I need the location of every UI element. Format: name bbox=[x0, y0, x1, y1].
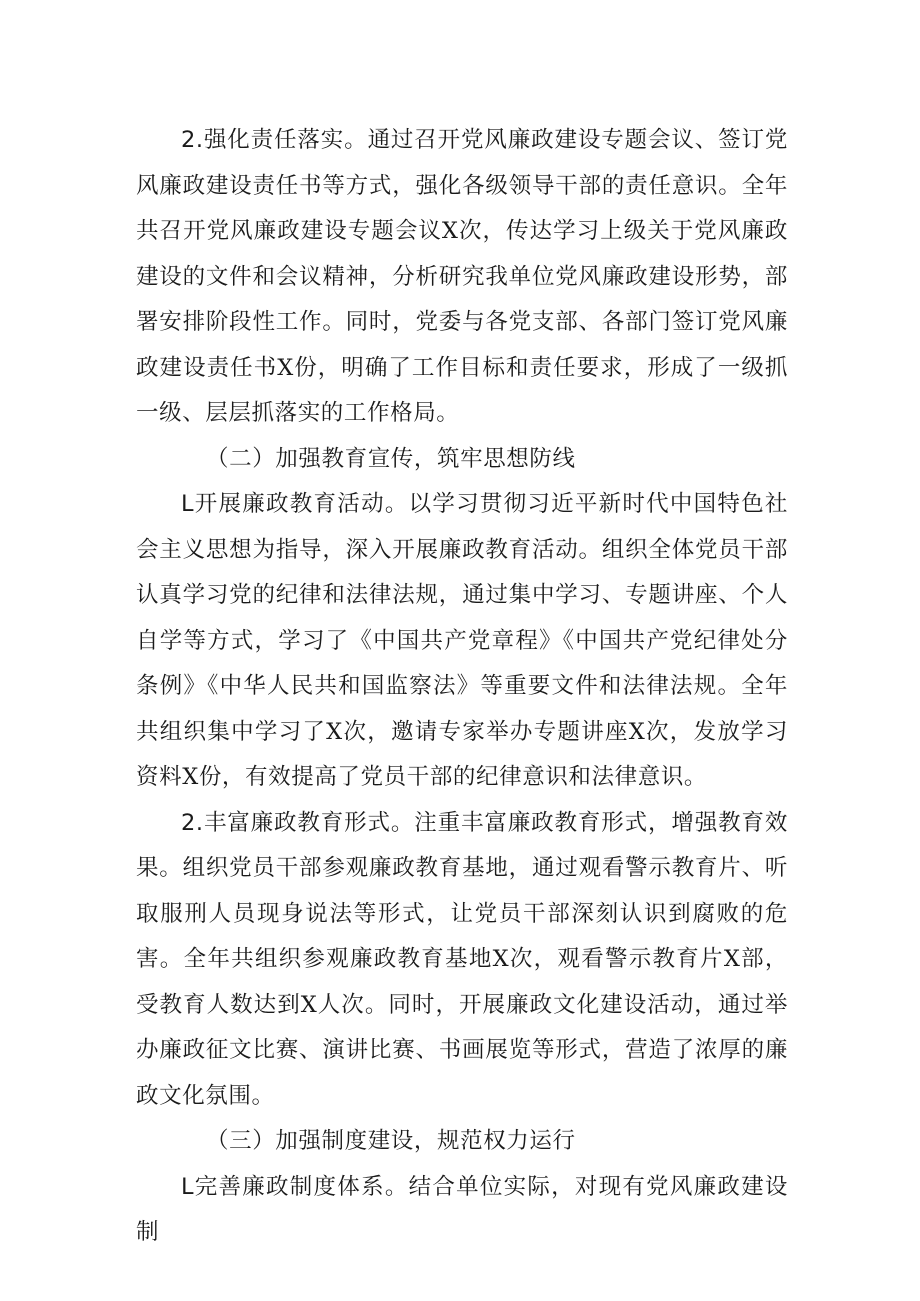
paragraph-lead: 2.丰富廉政教育形式。 bbox=[181, 809, 415, 836]
paragraph-text: 注重丰富廉政教育形式，增强教育效果。组织党员干部参观廉政教育基地，通过观看警示教育片、听取服刑人员现身说法等形式，让党员干部深刻认识到腐败的危害。全年共组织参观廉政教育基地X次，观看警示教育片X部，受教育人数达到X人次。同时，开展廉政文化建设活动，通过举办廉政征文比赛、演讲比赛、书画展览等形式，营造了浓厚的廉政文化氛围。 bbox=[136, 809, 788, 1109]
paragraph-lead: 2.强化责任落实。 bbox=[181, 127, 368, 153]
paragraph-responsibility bbox=[136, 118, 788, 437]
section-heading-education: （二）加强教育宣传，筑牢思想防线 bbox=[206, 445, 576, 472]
paragraph-lead: L完善廉政制度体系。 bbox=[181, 1173, 409, 1200]
paragraph-text: 以学习贯彻习近平新时代中国特色社会主义思想为指导，深入开展廉政教育活动。组织全体党员干部认真学习党的纪律和法律法规，通过集中学习、专题讲座、个人自学等方式，学习了《中国共产党章程》《中国共产党纪律处分条例》《中华人民共和国监察法》等重要文件和法律法规。全年共组织集中学习了X次，邀请专家举办专题讲座X次，发放学习资料X份，有效提高了党员干部的纪律意识和法律意识。 bbox=[136, 491, 788, 790]
paragraph-institution-system bbox=[136, 1165, 788, 1256]
paragraph-text: 通过召开党风廉政建设专题会议、签订党风廉政建设责任书等方式，强化各级领导干部的责任意识。全年共召开党风廉政建设专题会议X次，传达学习上级关于党风廉政建设的文件和会议精神，分析研究我单位党风廉政建设形势，部署安排阶段性工作。同时，党委与各党支部、各部门签订党风廉政建设责任书X份，明确了工作目标和责任要求，形成了一级抓一级、层层抓落实的工作格局。 bbox=[136, 127, 788, 426]
paragraph-education-forms bbox=[136, 801, 788, 1120]
paragraph-text: 结合单位实际，对现有党风廉政建设制 bbox=[136, 1173, 788, 1245]
paragraph-lead: L开展廉政教育活动。 bbox=[181, 491, 409, 517]
section-heading-institutions: （三）加强制度建设，规范权力运行 bbox=[206, 1128, 576, 1154]
paragraph-education-activities bbox=[136, 482, 788, 801]
document-body bbox=[136, 118, 788, 1256]
